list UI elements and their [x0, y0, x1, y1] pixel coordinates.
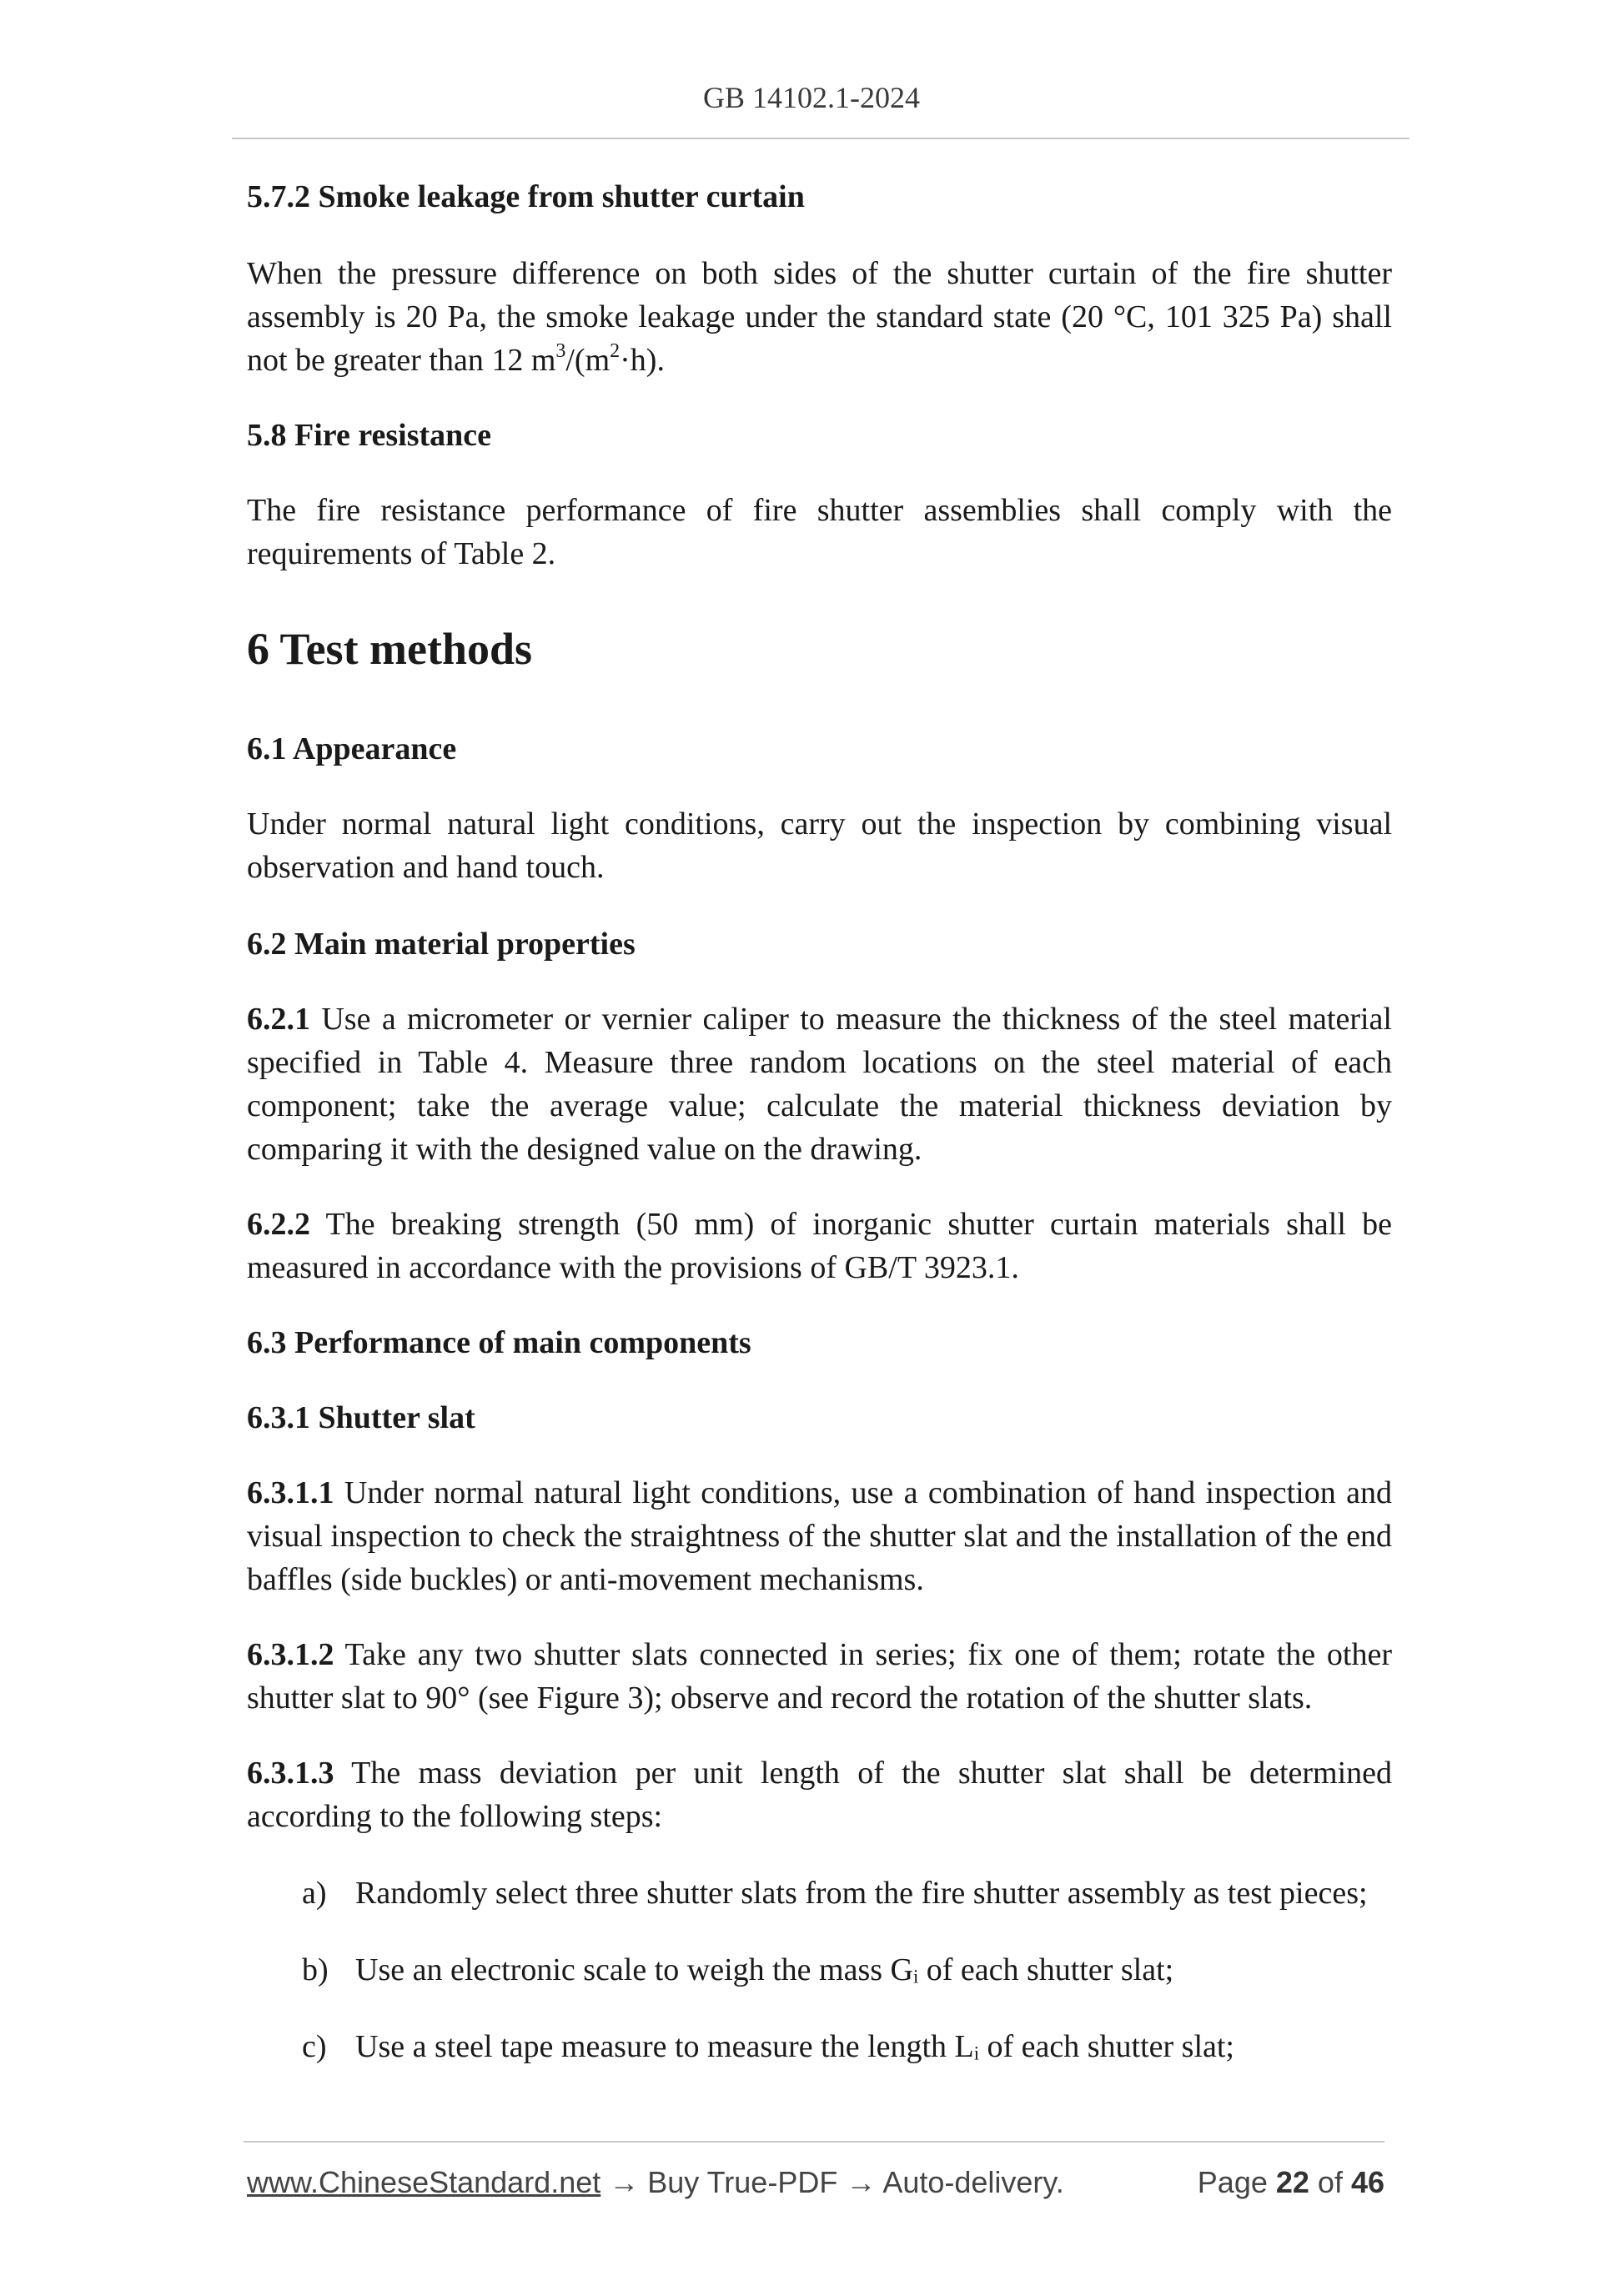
clause-number: 6.3.1.2 — [247, 1637, 334, 1672]
list-marker: c) — [302, 2029, 327, 2064]
list-text: Randomly select three shutter slats from the fire shutter assembly as test pieces; — [355, 1876, 1368, 1911]
clause-number: 6.2.2 — [247, 1207, 310, 1242]
list-item — [302, 1948, 1394, 1992]
clause-number: 6.3.1.3 — [247, 1756, 334, 1791]
header-divider — [232, 138, 1409, 139]
section-6-3-heading: 6.3 Performance of main components — [247, 1325, 751, 1360]
footer-tagline: → Buy True-PDF → Auto-delivery. — [600, 2165, 1064, 2199]
unit-text-end: ·h). — [620, 343, 665, 378]
clause-text: Take any two shutter slats connected in series; fix one of them; rotate the other shutter slat to 90° (see Figure 3); observe and record the rotation of the shutter slats. — [247, 1637, 1392, 1716]
total-pages-number: 46 — [1350, 2165, 1384, 2199]
section-6-2-1-paragraph — [247, 997, 1392, 1171]
page-label: Page — [1197, 2165, 1276, 2199]
section-5-7-2-heading: 5.7.2 Smoke leakage from shutter curtain — [247, 179, 805, 214]
section-6-1-heading: 6.1 Appearance — [247, 731, 457, 766]
clause-number: 6.2.1 — [247, 1002, 310, 1037]
section-6-3-1-heading: 6.3.1 Shutter slat — [247, 1400, 475, 1435]
footer-divider — [244, 2141, 1384, 2143]
section-5-8-heading: 5.8 Fire resistance — [247, 418, 492, 453]
clause-text: Use a micrometer or vernier caliper to measure the thickness of the steel material specified in Table 4. Measure three random locations on the steel material of each component; take the average value; calculate the material thickness deviation by comparing it with the designed value on the drawing. — [247, 1002, 1392, 1167]
of-label: of — [1309, 2165, 1351, 2199]
list-marker: a) — [302, 1876, 327, 1911]
superscript-2: 2 — [610, 340, 621, 362]
page-indicator — [1198, 2165, 1384, 2200]
section-6-2-heading: 6.2 Main material properties — [247, 927, 636, 962]
clause-text: The mass deviation per unit length of the shutter slat shall be determined according to the following steps: — [247, 1756, 1392, 1834]
superscript-3: 3 — [555, 340, 566, 362]
current-page-number: 22 — [1275, 2165, 1309, 2199]
section-6-1-paragraph: Under normal natural light conditions, carry out the inspection by combining visual observation and hand touch. — [247, 806, 1392, 885]
list-text: Use a steel tape measure to measure the length Lᵢ of each shutter slat; — [355, 2029, 1234, 2064]
unit-text: /(m — [565, 343, 611, 378]
section-6-2-2-paragraph — [247, 1203, 1392, 1289]
list-item — [302, 2025, 1394, 2068]
section-6-3-1-1-paragraph — [247, 1471, 1392, 1601]
website-link[interactable]: www.ChineseStandard.net — [247, 2165, 601, 2199]
clause-text: The breaking strength (50 mm) of inorganic shutter curtain materials shall be measured in accordance with the provisions of GB/T 3923.1. — [247, 1207, 1392, 1285]
section-6-3-1-3-paragraph — [247, 1751, 1392, 1838]
clause-text: Under normal natural light conditions, use a combination of hand inspection and visual inspection to check the straightness of the shutter slat and the installation of the end baffles (side buckles) or anti-movement mechanisms. — [247, 1475, 1392, 1597]
list-marker: b) — [302, 1952, 329, 1987]
section-5-7-2-paragraph — [247, 252, 1392, 382]
list-item — [302, 1871, 1394, 1915]
section-5-8-paragraph: The fire resistance performance of fire shutter assemblies shall comply with the requirements of Table 2. — [247, 493, 1392, 571]
list-text: Use an electronic scale to weigh the mass Gᵢ of each shutter slat; — [355, 1952, 1174, 1987]
smoke-leakage-text: When the pressure difference on both sides of the shutter curtain of the fire shutter assembly is 20 Pa, the smoke leakage under the standard state (20 °C, 101 325 Pa) shall not be greater than 12 m — [247, 256, 1392, 378]
document-code-header: GB 14102.1-2024 — [703, 81, 920, 114]
section-6-3-1-2-paragraph — [247, 1633, 1392, 1720]
page-footer — [247, 2165, 1384, 2205]
clause-number: 6.3.1.1 — [247, 1475, 334, 1510]
section-6-heading: 6 Test methods — [247, 624, 533, 674]
